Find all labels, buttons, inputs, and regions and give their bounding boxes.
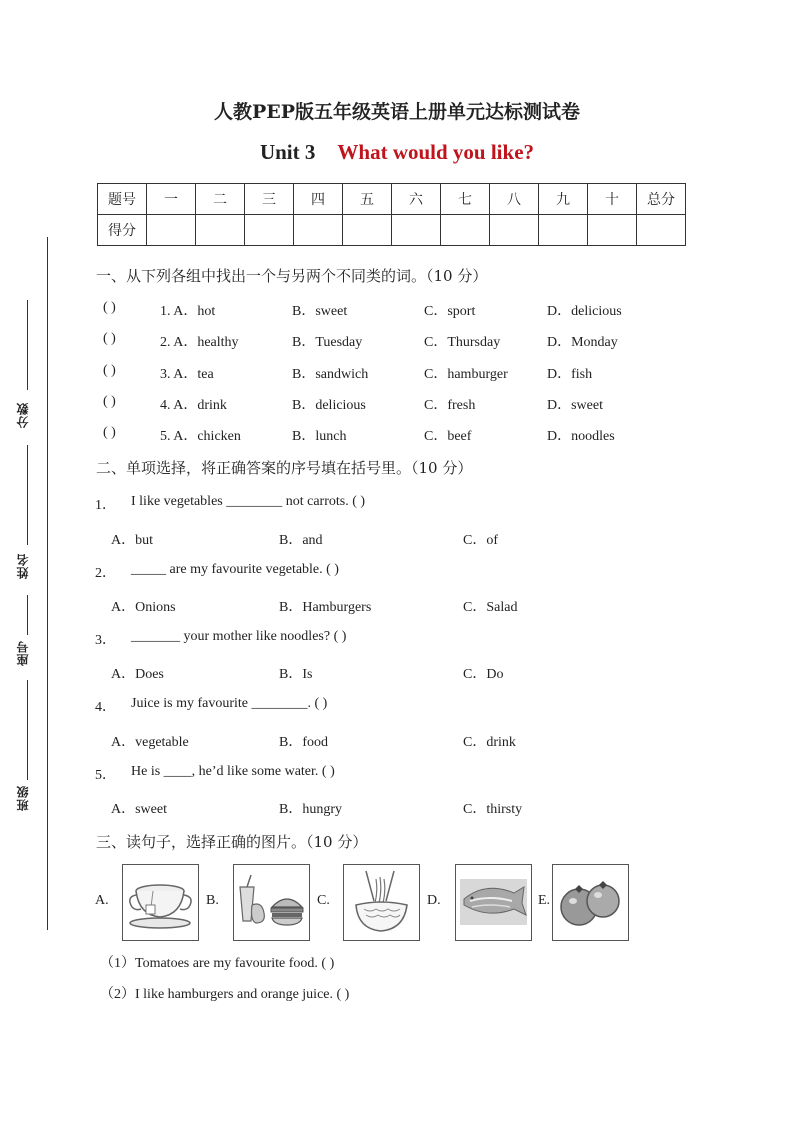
score-table <box>97 183 686 246</box>
picture-letter-b: B. <box>206 893 219 908</box>
answer-bracket[interactable]: ( ) <box>103 300 116 315</box>
option-b: B．food <box>279 735 328 750</box>
name-blank-line <box>27 445 28 545</box>
side-label-score: 分数 <box>16 402 30 428</box>
class-blank-line <box>27 680 28 780</box>
option-a: 3. A．tea <box>160 367 214 382</box>
option-c: C．Salad <box>463 600 518 615</box>
score-input-cell[interactable] <box>147 215 196 246</box>
option-c: C．thirsty <box>463 802 523 817</box>
binding-line <box>47 237 48 930</box>
option-a: A．Onions <box>111 600 176 615</box>
fish-icon[interactable] <box>455 864 532 941</box>
option-c: C．sport <box>424 304 476 319</box>
option-b: B．hungry <box>279 802 342 817</box>
side-label-seat: 座号 <box>16 640 30 666</box>
score-input-cell[interactable] <box>539 215 588 246</box>
picture-letter-e: E. <box>538 893 551 908</box>
score-table-cell: 五 <box>343 184 392 215</box>
score-table-cell: 总分 <box>637 184 686 215</box>
score-table-header-row <box>98 184 686 215</box>
picture-letter-d: D. <box>427 893 441 908</box>
option-b: B．lunch <box>292 429 347 444</box>
noodles-icon[interactable] <box>343 864 420 941</box>
option-b: B．and <box>279 533 323 548</box>
score-table-cell: 九 <box>539 184 588 215</box>
unit-heading <box>0 140 794 165</box>
unit-number: Unit 3 <box>259 140 316 164</box>
score-input-cell[interactable] <box>490 215 539 246</box>
section3-heading: 三、读句子，选择正确的图片。（10 分） <box>96 833 368 851</box>
score-input-cell[interactable] <box>441 215 490 246</box>
question-number: 4． <box>95 700 116 715</box>
teacup-icon[interactable] <box>122 864 199 941</box>
option-c: C．Do <box>463 667 504 682</box>
score-input-cell[interactable] <box>294 215 343 246</box>
score-input-cell[interactable] <box>196 215 245 246</box>
side-label-name: 姓名 <box>16 553 30 579</box>
option-a: 5. A．chicken <box>160 429 241 444</box>
question-number: 2． <box>95 566 116 581</box>
score-input-cell[interactable] <box>245 215 294 246</box>
score-table-cell: 三 <box>245 184 294 215</box>
option-d: D．noodles <box>547 429 615 444</box>
score-input-cell[interactable] <box>392 215 441 246</box>
option-d: D．Monday <box>547 335 618 350</box>
score-table-cell: 八 <box>490 184 539 215</box>
score-blank-line <box>27 300 28 390</box>
question-text: He is ____, he’d like some water. ( ) <box>131 764 335 779</box>
question-number: 3． <box>95 633 116 648</box>
picture-letter-c: C. <box>317 893 330 908</box>
option-c: C．Thursday <box>424 335 501 350</box>
question-text: _____ are my favourite vegetable. ( ) <box>131 562 339 577</box>
question-text: I like vegetables ________ not carrots. ( ) <box>131 494 366 509</box>
option-a: 4. A．drink <box>160 398 227 413</box>
option-a: A．Does <box>111 667 164 682</box>
score-table-cell: 十 <box>588 184 637 215</box>
option-c: C．hamburger <box>424 367 508 382</box>
option-d: D．sweet <box>547 398 603 413</box>
section3-sentence: （1）Tomatoes are my favourite food. ( ) <box>100 956 335 971</box>
seat-blank-line <box>27 595 28 635</box>
score-input-cell[interactable] <box>637 215 686 246</box>
option-c: C．of <box>463 533 498 548</box>
option-b: B．delicious <box>292 398 366 413</box>
page-title: 人教PEP版五年级英语上册单元达标测试卷 <box>213 101 581 123</box>
score-table-cell: 七 <box>441 184 490 215</box>
score-table-cell: 得分 <box>98 215 147 246</box>
option-b: B．Tuesday <box>292 335 363 350</box>
option-d: D．delicious <box>547 304 622 319</box>
question-text: Juice is my favourite ________. ( ) <box>131 696 328 711</box>
answer-bracket[interactable]: ( ) <box>103 363 116 378</box>
answer-bracket[interactable]: ( ) <box>103 425 116 440</box>
option-b: B．sweet <box>292 304 348 319</box>
option-a: 1. A．hot <box>160 304 216 319</box>
tomatoes-icon[interactable] <box>552 864 629 941</box>
section2-heading: 二、单项选择，将正确答案的序号填在括号里。（10 分） <box>96 459 473 477</box>
option-b: B．Hamburgers <box>279 600 372 615</box>
option-c: C．drink <box>463 735 516 750</box>
score-table-cell: 二 <box>196 184 245 215</box>
question-number: 5． <box>95 768 116 783</box>
score-table-cell: 六 <box>392 184 441 215</box>
answer-bracket[interactable]: ( ) <box>103 394 116 409</box>
score-input-cell[interactable] <box>343 215 392 246</box>
option-d: D．fish <box>547 367 593 382</box>
score-input-cell[interactable] <box>588 215 637 246</box>
question-number: 1． <box>95 498 116 513</box>
option-a: A．vegetable <box>111 735 189 750</box>
option-a: 2. A．healthy <box>160 335 239 350</box>
picture-letter-a: A. <box>95 893 109 908</box>
score-table-cell: 题号 <box>98 184 147 215</box>
option-a: A．sweet <box>111 802 167 817</box>
option-c: C．beef <box>424 429 472 444</box>
score-table-cell: 四 <box>294 184 343 215</box>
side-label-class: 班级 <box>16 785 30 811</box>
option-b: B．Is <box>279 667 313 682</box>
score-table-score-row <box>98 215 686 246</box>
burger-drink-icon[interactable] <box>233 864 310 941</box>
question-text: _______ your mother like noodles? ( ) <box>131 629 347 644</box>
unit-title: What would you like? <box>337 140 535 164</box>
option-b: B．sandwich <box>292 367 369 382</box>
section1-heading: 一、从下列各组中找出一个与另两个不同类的词。（10 分） <box>96 267 488 285</box>
score-table-cell: 一 <box>147 184 196 215</box>
option-a: A．but <box>111 533 153 548</box>
option-c: C．fresh <box>424 398 476 413</box>
section3-sentence: （2）I like hamburgers and orange juice. ( ) <box>100 987 350 1002</box>
answer-bracket[interactable]: ( ) <box>103 331 116 346</box>
